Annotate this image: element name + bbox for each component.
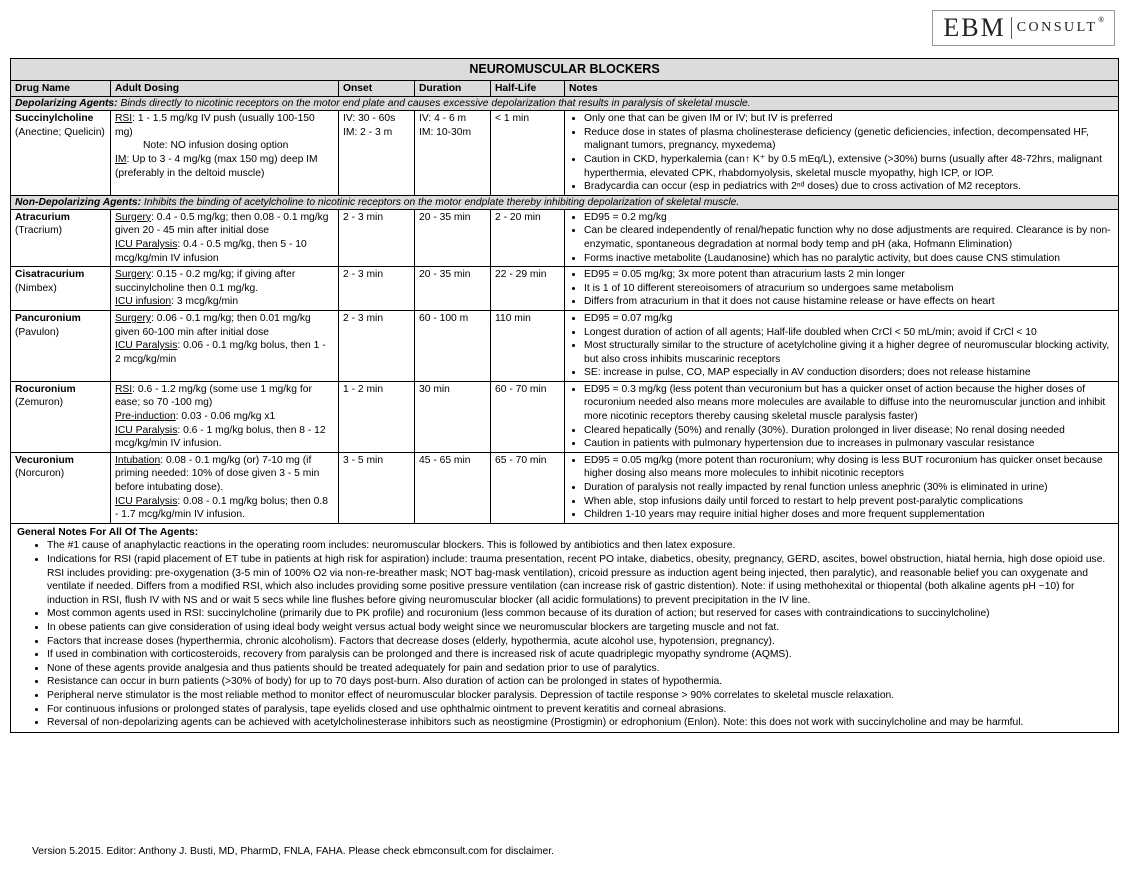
dosing-text: : 0.6 - 1.2 mg/kg (some use 1 mg/kg for ease; so 70 -100 mg) [115, 383, 312, 409]
dosing-label: ICU Paralysis [115, 424, 178, 436]
duration: 30 min [415, 381, 491, 452]
drug-brand: (Zemuron) [15, 397, 64, 409]
logo-consult-text: CONSULT [1016, 20, 1098, 35]
duration-iv: IV: 4 - 6 m [419, 113, 467, 125]
table-title: NEUROMUSCULAR BLOCKERS [11, 59, 1119, 81]
section-depolarizing [11, 97, 1119, 111]
dosing-icu [115, 339, 334, 366]
header-row [11, 80, 1119, 97]
half-life: 2 - 20 min [491, 209, 565, 266]
dosing-icu [115, 238, 334, 265]
drug-brand: (Tracrium) [15, 225, 63, 237]
drug-name: Atracurium [15, 211, 70, 223]
drug-row-pancuronium [11, 310, 1119, 381]
note-item: • ED95 = 0.07 mg/kg [584, 312, 1114, 326]
dosing-note: Note: NO infusion dosing option [143, 140, 289, 152]
general-note-item: • Resistance can occur in burn patients (>30% of body) for up to 70 days post-burn. Also duration of action can be prolonged in states of hypothermia. [47, 675, 1112, 689]
note-item: • It is 1 of 10 different stereoisomers of atracurium so undergoes same metabolism [584, 282, 1114, 296]
onset: 2 - 3 min [339, 209, 415, 266]
onset: 2 - 3 min [339, 267, 415, 311]
section-non-depolarizing-desc: Inhibits the binding of acetylcholine to nicotinic receptors on the motor endplate thereby inhibiting depolarization of skeletal muscle. [141, 196, 740, 208]
dosing-text: : 0.08 - 0.1 mg/kg (or) 7-10 mg (if priming needed: 10% of dose given 3 - 5 min before intubating dose). [115, 454, 320, 494]
general-note-item: • In obese patients can give consideration of using ideal body weight versus actual body weight since we neuromuscular blockers are targeting muscle and not fat. [47, 621, 1112, 635]
half-life: 60 - 70 min [491, 381, 565, 452]
onset-im: IM: 2 - 3 m [343, 126, 393, 138]
dosing-text: : 0.08 - 0.1 mg/kg bolus; then 0.8 - 1.7 mcg/kg/min IV infusion. [115, 495, 328, 521]
note-item: • Bradycardia can occur (esp in pediatrics with 2ⁿᵈ doses) due to cross activation of M2 receptors. [584, 180, 1114, 194]
header-adult-dosing: Adult Dosing [111, 80, 339, 97]
dosing-icu [115, 424, 334, 451]
drug-name: Pancuronium [15, 312, 81, 324]
note-item: • Only one that can be given IM or IV; but IV is preferred [584, 112, 1114, 126]
logo-registered-mark: ® [1098, 17, 1104, 24]
dosing-label: Surgery [115, 269, 152, 281]
footer-version: Version 5.2015. Editor: Anthony J. Busti, MD, PharmD, FNLA, FAHA. Please check ebmconsult.com for disclaimer. [32, 846, 554, 857]
dosing-text: : 0.06 - 0.1 mg/kg bolus, then 1 - 2 mcg/kg/min [115, 340, 326, 365]
dosing-surgery [115, 268, 334, 295]
drug-row-cisatracurium [11, 267, 1119, 311]
dosing-text: : 0.15 - 0.2 mg/kg; if giving after succinylcholine then 0.1 mg/kg. [115, 269, 296, 294]
notes-list [569, 112, 1114, 194]
notes-list [569, 454, 1114, 522]
ebm-consult-logo [932, 10, 1115, 46]
dosing-label: Surgery [115, 211, 152, 223]
notes-list [569, 312, 1114, 380]
dosing-rsi [115, 112, 334, 139]
dosing-im [115, 153, 334, 180]
note-item: • Can be cleared independently of renal/hepatic function why no dose adjustments are required. Clearance is by non-enzymatic, spontaneous degradation at normal body temp and pH (aka, Hofmann Elimination) [584, 224, 1114, 251]
dosing-surgery [115, 211, 334, 238]
header-half-life: Half-Life [491, 80, 565, 97]
duration: 45 - 65 min [415, 452, 491, 523]
logo-divider [1011, 17, 1012, 39]
dosing-text: : 0.06 - 0.1 mg/kg; then 0.01 mg/kg given 60-100 min after initial dose [115, 312, 311, 338]
dosing-label: ICU Paralysis [115, 340, 178, 352]
drug-brand: (Nimbex) [15, 282, 57, 294]
drug-brand: (Norcuron) [15, 468, 65, 480]
dosing-text: : 0.03 - 0.06 mg/kg x1 [175, 411, 276, 423]
dosing-surgery [115, 312, 334, 339]
dosing-label: ICU Paralysis [115, 238, 178, 250]
duration: 60 - 100 m [415, 310, 491, 381]
note-item: • Forms inactive metabolite (Laudanosine) which has no paralytic activity, but does cause CNS stimulation [584, 252, 1114, 266]
general-notes-row [11, 523, 1119, 732]
drug-brand: (Anectine; Quelicin) [15, 126, 105, 138]
drug-name: Cisatracurium [15, 269, 85, 281]
header-onset: Onset [339, 80, 415, 97]
note-item: • SE: increase in pulse, CO, MAP especially in AV conduction disorders; does not release histamine [584, 366, 1114, 380]
general-note-item: • Factors that increase doses (hyperthermia, chronic alcoholism). Factors that decrease doses (elderly, hypothermia, acute alcohol use, hypotension, pregnancy). [47, 635, 1112, 649]
dosing-icu [115, 295, 334, 309]
drug-brand: (Pavulon) [15, 326, 60, 338]
drug-row-atracurium [11, 209, 1119, 266]
header-drug-name: Drug Name [11, 80, 111, 97]
onset: 2 - 3 min [339, 310, 415, 381]
dosing-intubation [115, 454, 334, 495]
drug-name: Rocuronium [15, 383, 76, 395]
general-note-item: • Peripheral nerve stimulator is the most reliable method to monitor effect of neuromuscular blocker paralysis. Depression of tactile response > 90% correlates to skeletal muscle relaxation. [47, 689, 1112, 703]
notes-list [569, 268, 1114, 309]
general-note-item: • Most common agents used in RSI: succinylcholine (primarily due to PK profile) and rocuronium (less common because of its duration of action; but reserved for cases with contraindications to succinylcholine) [47, 607, 1112, 621]
drug-row-vecuronium [11, 452, 1119, 523]
general-note-item: • Indications for RSI (rapid placement of ET tube in patients at high risk for aspiration) include: trauma presentation, recent PO intake, diabetics, obesity, pregnancy, GERD, ascites, bowel obstruction, hiatal hernia, high dose opioid use. RSI includes providing: pre-oxygenation (3-5 min of 100% O2 via non-re-breather mask; NOT bag-mask ventilation), cricoid pressure as induction agent being injected, then paralytic), and reasonable belief you can oxygenate and ventilate if needed. Differs from a modified RSI, which also includes providing some positive pressure ventilation (can increase risk of gastric distention). Note: if using methohexital or thiopental (both alkaline agents pH ~10) for induction in RSI, flush IV with NS and or wait 5 secs while line flushes before giving neuromuscular blocker (all acidic formulations) to prevent precipitation in the IV line. [47, 553, 1112, 607]
general-note-item: • For continuous infusions or prolonged states of paralysis, tape eyelids closed and use ophthalmic ointment to prevent keratitis and corneal abrasions. [47, 703, 1112, 717]
note-item: • ED95 = 0.2 mg/kg [584, 211, 1114, 225]
section-non-depolarizing [11, 195, 1119, 209]
dosing-label: Intubation [115, 454, 161, 466]
note-item: • When able, stop infusions daily until forced to restart to help prevent post-paralytic complications [584, 495, 1114, 509]
dosing-label: Pre-induction [115, 411, 176, 423]
note-item: • Differs from atracurium in that it does not cause histamine release or have effects on heart [584, 295, 1114, 309]
notes-list [569, 211, 1114, 265]
dosing-label: RSI [115, 383, 133, 395]
note-item: • ED95 = 0.05 mg/kg (more potent than rocuronium; why dosing is less BUT rocuronium has quicker onset because higher dosing also means more molecules to inhibit nicotinic receptors [584, 454, 1114, 481]
dosing-icu [115, 495, 334, 522]
note-item: • Children 1-10 years may require initial higher doses and more frequent supplementation [584, 508, 1114, 522]
half-life: < 1 min [491, 111, 565, 196]
drug-row-rocuronium [11, 381, 1119, 452]
notes-list [569, 383, 1114, 451]
header-duration: Duration [415, 80, 491, 97]
general-note-item: • Reversal of non-depolarizing agents can be achieved with acetylcholinesterase inhibitors such as neostigmine (Prostigmin) or edrophonium (Enlon). Note: this does not work with succinylcholine and may be harmful. [47, 716, 1112, 730]
note-item: • Caution in patients with pulmonary hypertension due to increases in pulmonary vascular resistance [584, 437, 1114, 451]
general-notes-list [17, 539, 1112, 729]
note-item: • Cleared hepatically (50%) and renally (30%). Duration prolonged in liver disease; No renal dosing needed [584, 424, 1114, 438]
onset-iv: IV: 30 - 60s [343, 113, 396, 125]
dosing-pre-induction [115, 410, 334, 424]
dosing-text: : 1 - 1.5 mg/kg IV push (usually 100-150 mg) [115, 113, 315, 138]
general-notes-title: General Notes For All Of The Agents: [17, 526, 199, 538]
onset: 3 - 5 min [339, 452, 415, 523]
header-notes: Notes [565, 80, 1119, 97]
section-depolarizing-label: Depolarizing Agents: [15, 98, 118, 110]
dosing-label: ICU infusion [115, 296, 172, 308]
half-life: 22 - 29 min [491, 267, 565, 311]
section-non-depolarizing-label: Non-Depolarizing Agents: [15, 196, 142, 208]
logo-ebm-text: EBM [943, 13, 1006, 42]
onset: 1 - 2 min [339, 381, 415, 452]
dosing-text: : 0.6 - 1 mg/kg bolus, then 8 - 12 mcg/kg/min IV infusion. [115, 424, 326, 450]
drug-name: Vecuronium [15, 454, 74, 466]
note-item: • Most structurally similar to the structure of acetylcholine giving it a higher degree of neuromuscular blocking activity, but also cross inhibits muscarinic receptors [584, 339, 1114, 366]
duration: 20 - 35 min [415, 267, 491, 311]
note-item: • Duration of paralysis not really impacted by renal function unless anephric (30% is eliminated in urine) [584, 481, 1114, 495]
general-note-item: • The #1 cause of anaphylactic reactions in the operating room includes: neuromuscular blockers. This is followed by antibiotics and then latex exposure. [47, 539, 1112, 553]
note-item: • Longest duration of action of all agents; Half-life doubled when CrCl < 50 mL/min; avoid if CrCl < 10 [584, 326, 1114, 340]
duration: 20 - 35 min [415, 209, 491, 266]
dosing-text: : 3 mcg/kg/min [171, 296, 239, 308]
drug-name: Succinylcholine [15, 113, 94, 125]
dosing-text: : 0.4 - 0.5 mg/kg; then 0.08 - 0.1 mg/kg given 20 - 45 min after initial dose [115, 211, 329, 237]
duration-im: IM: 10-30m [419, 126, 472, 138]
note-item: • Caution in CKD, hyperkalemia (can↑ K⁺ by 0.5 mEq/L), extensive (>30%) burns (usually after 48-72hrs, malignant hyperthermia, elevated CPK, rhabdomyolysis, skeletal muscle myopathy, high ICP, or IOP. [584, 153, 1114, 180]
half-life: 110 min [491, 310, 565, 381]
dosing-label: RSI [115, 113, 133, 125]
dosing-text: : Up to 3 - 4 mg/kg (max 150 mg) deep IM (preferably in the deltoid muscle) [115, 153, 318, 179]
general-note-item: • None of these agents provide analgesia and thus patients should be treated adequately for pain and sedation prior to use of paralytics. [47, 662, 1112, 676]
half-life: 65 - 70 min [491, 452, 565, 523]
note-item: • ED95 = 0.05 mg/kg; 3x more potent than atracurium lasts 2 min longer [584, 268, 1114, 282]
note-item: • ED95 = 0.3 mg/kg (less potent than vecuronium but has a quicker onset of action because the higher doses of rocuronium needed also means more molecules are available to diffuse into the neuromuscular junction and inhibit more nicotinic receptors thereby causing skeletal muscle paralysis faster) [584, 383, 1114, 424]
dosing-text: : 0.4 - 0.5 mg/kg, then 5 - 10 mcg/kg/min IV infusion [115, 238, 307, 264]
note-item: • Reduce dose in states of plasma cholinesterase deficiency (genetic deficiencies, infection, decompensated HF, malignant tumors, pregnancy, myxedema) [584, 126, 1114, 153]
section-depolarizing-desc: Binds directly to nicotinic receptors on the motor end plate and causes excessive depolarization that results in paralysis of skeletal muscle. [117, 98, 751, 110]
dosing-label: IM [115, 153, 127, 165]
general-note-item: • If used in combination with corticosteroids, recovery from paralysis can be prolonged and there is increased risk of acute quadriplegic myopathy syndrome (AQMS). [47, 648, 1112, 662]
dosing-label: ICU Paralysis [115, 495, 178, 507]
dosing-label: Surgery [115, 312, 152, 324]
dosing-rsi [115, 383, 334, 410]
neuromuscular-blockers-table [10, 58, 1119, 733]
drug-row-succinylcholine [11, 111, 1119, 196]
